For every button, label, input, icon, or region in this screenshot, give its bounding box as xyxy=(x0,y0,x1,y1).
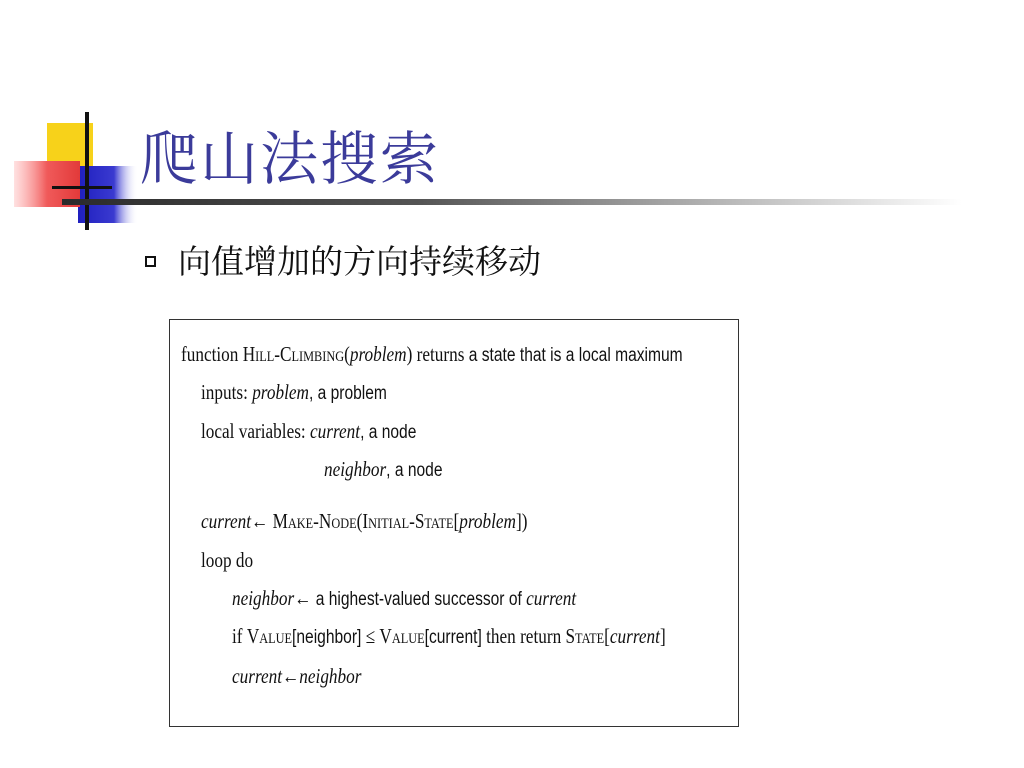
bracket-open: [ xyxy=(604,624,610,648)
var-current: current xyxy=(526,586,577,610)
algo-line-assign xyxy=(232,664,361,689)
neighbor-description: , a node xyxy=(386,460,443,481)
algo-line-successor xyxy=(232,586,576,611)
var-neighbor: neighbor xyxy=(232,586,295,610)
var-neighbor: neighbor xyxy=(299,664,362,688)
paren-close: ) xyxy=(406,342,413,366)
slide-title: 爬山法搜索 xyxy=(140,125,441,193)
less-equal-symbol: ≤ xyxy=(365,624,376,648)
assign-arrow: ← xyxy=(294,586,312,610)
paren-close: ) xyxy=(521,509,528,533)
algo-line-inputs xyxy=(201,380,387,405)
fn-state: State xyxy=(565,624,605,648)
function-name: Hill-Climbing xyxy=(242,342,345,366)
algo-line-init xyxy=(201,509,527,534)
bracket-open: [ xyxy=(453,509,460,533)
var-current: current xyxy=(232,664,283,688)
algo-line-if xyxy=(232,624,666,649)
arg-current: [current] xyxy=(424,627,482,648)
assign-arrow: ← xyxy=(282,664,300,688)
var-current: current xyxy=(609,624,660,648)
keyword-returns: returns xyxy=(416,342,465,366)
assign-arrow: ← xyxy=(251,509,269,533)
return-description: a state that is a local maximum xyxy=(468,345,683,366)
algo-line-neighbor-var xyxy=(324,457,442,482)
var-problem: problem xyxy=(459,509,516,533)
fn-make-node: Make-Node xyxy=(272,509,357,533)
inputs-label: inputs xyxy=(201,380,244,404)
colon: : xyxy=(243,380,248,404)
keyword-function: function xyxy=(181,342,239,366)
algo-line-loop xyxy=(201,548,253,573)
bullet-text: 向值增加的方向持续移动 xyxy=(178,242,541,281)
title-underline xyxy=(62,199,962,205)
square-bullet-icon xyxy=(145,256,156,267)
inputs-description: , a problem xyxy=(308,383,387,404)
var-current: current xyxy=(201,509,252,533)
keyword-if: if xyxy=(232,624,243,648)
paren-open: ( xyxy=(356,509,363,533)
horizontal-line xyxy=(52,186,112,189)
colon: : xyxy=(300,419,306,443)
algorithm-box xyxy=(169,319,739,727)
fn-value: Value xyxy=(379,624,425,648)
successor-description: a highest-valued successor of xyxy=(315,589,522,610)
var-neighbor: neighbor xyxy=(324,457,387,481)
current-description: , a node xyxy=(360,422,417,443)
paren-open: ( xyxy=(344,342,350,366)
var-problem: problem xyxy=(252,380,309,404)
param-problem: problem xyxy=(349,342,407,366)
bullet-item xyxy=(145,236,541,283)
local-variables-label: local variables xyxy=(201,419,301,443)
var-current: current xyxy=(310,419,361,443)
keyword-then-return: then return xyxy=(486,624,562,648)
loop-do: loop do xyxy=(201,548,254,572)
algo-line-function xyxy=(181,342,683,367)
vertical-line xyxy=(85,112,89,230)
algo-line-local-vars xyxy=(201,419,416,444)
bracket-close: ] xyxy=(515,509,522,533)
bracket-close: ] xyxy=(659,624,666,648)
fn-initial-state: Initial-State xyxy=(362,509,454,533)
fn-value: Value xyxy=(246,624,293,648)
arg-neighbor: [neighbor] xyxy=(292,627,362,648)
